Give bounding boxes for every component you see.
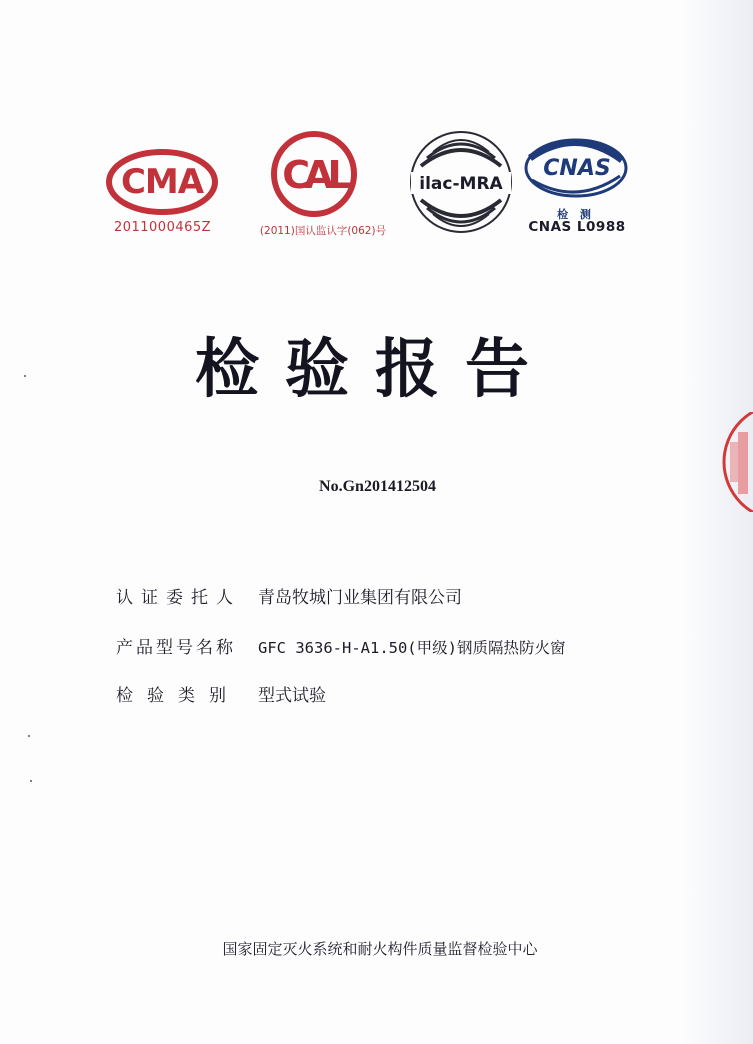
- cal-code: (2011)国认监认字(062)号: [259, 225, 387, 237]
- page-title: 检验报告: [195, 333, 555, 407]
- issuing-organization: 国家固定灭火系统和耐火构件质量监督检验中心: [222, 940, 538, 958]
- cnas-code: CNAS L0988: [528, 219, 626, 235]
- field-client-value: 青岛牧城门业集团有限公司: [258, 588, 462, 608]
- cma-code: 2011000465Z: [113, 220, 212, 235]
- ilac-mark: ilac-MRA: [419, 174, 503, 194]
- field-client-label: 认证委托人: [116, 588, 241, 608]
- scan-shadow-edge: [683, 0, 753, 1044]
- cal-seal-icon: [262, 130, 366, 218]
- report-number: No.Gn201412504: [319, 478, 436, 495]
- cma-seal-icon: [104, 146, 220, 218]
- field-test-type-value: 型式试验: [258, 686, 326, 706]
- cal-mark: CAL: [282, 153, 346, 197]
- scan-speck: [28, 735, 30, 737]
- red-seal-stamp-icon: [712, 412, 753, 512]
- field-product: [116, 633, 565, 658]
- cma-mark: CMA: [120, 162, 204, 202]
- field-client: [116, 583, 462, 608]
- field-test-type-label: 检验类别: [116, 686, 240, 706]
- cnas-mark: CNAS: [543, 156, 611, 181]
- cnas-seal-icon: [520, 130, 632, 208]
- field-test-type: [116, 681, 326, 706]
- scan-speck: [24, 375, 26, 377]
- ilac-mra-seal-icon: [405, 128, 517, 236]
- scan-speck: [30, 780, 32, 782]
- cnas-label: 检 测: [557, 208, 595, 221]
- field-product-value: GFC 3636-H-A1.50(甲级)钢质隔热防火窗: [258, 639, 566, 657]
- field-product-label: 产品型号名称: [116, 638, 236, 658]
